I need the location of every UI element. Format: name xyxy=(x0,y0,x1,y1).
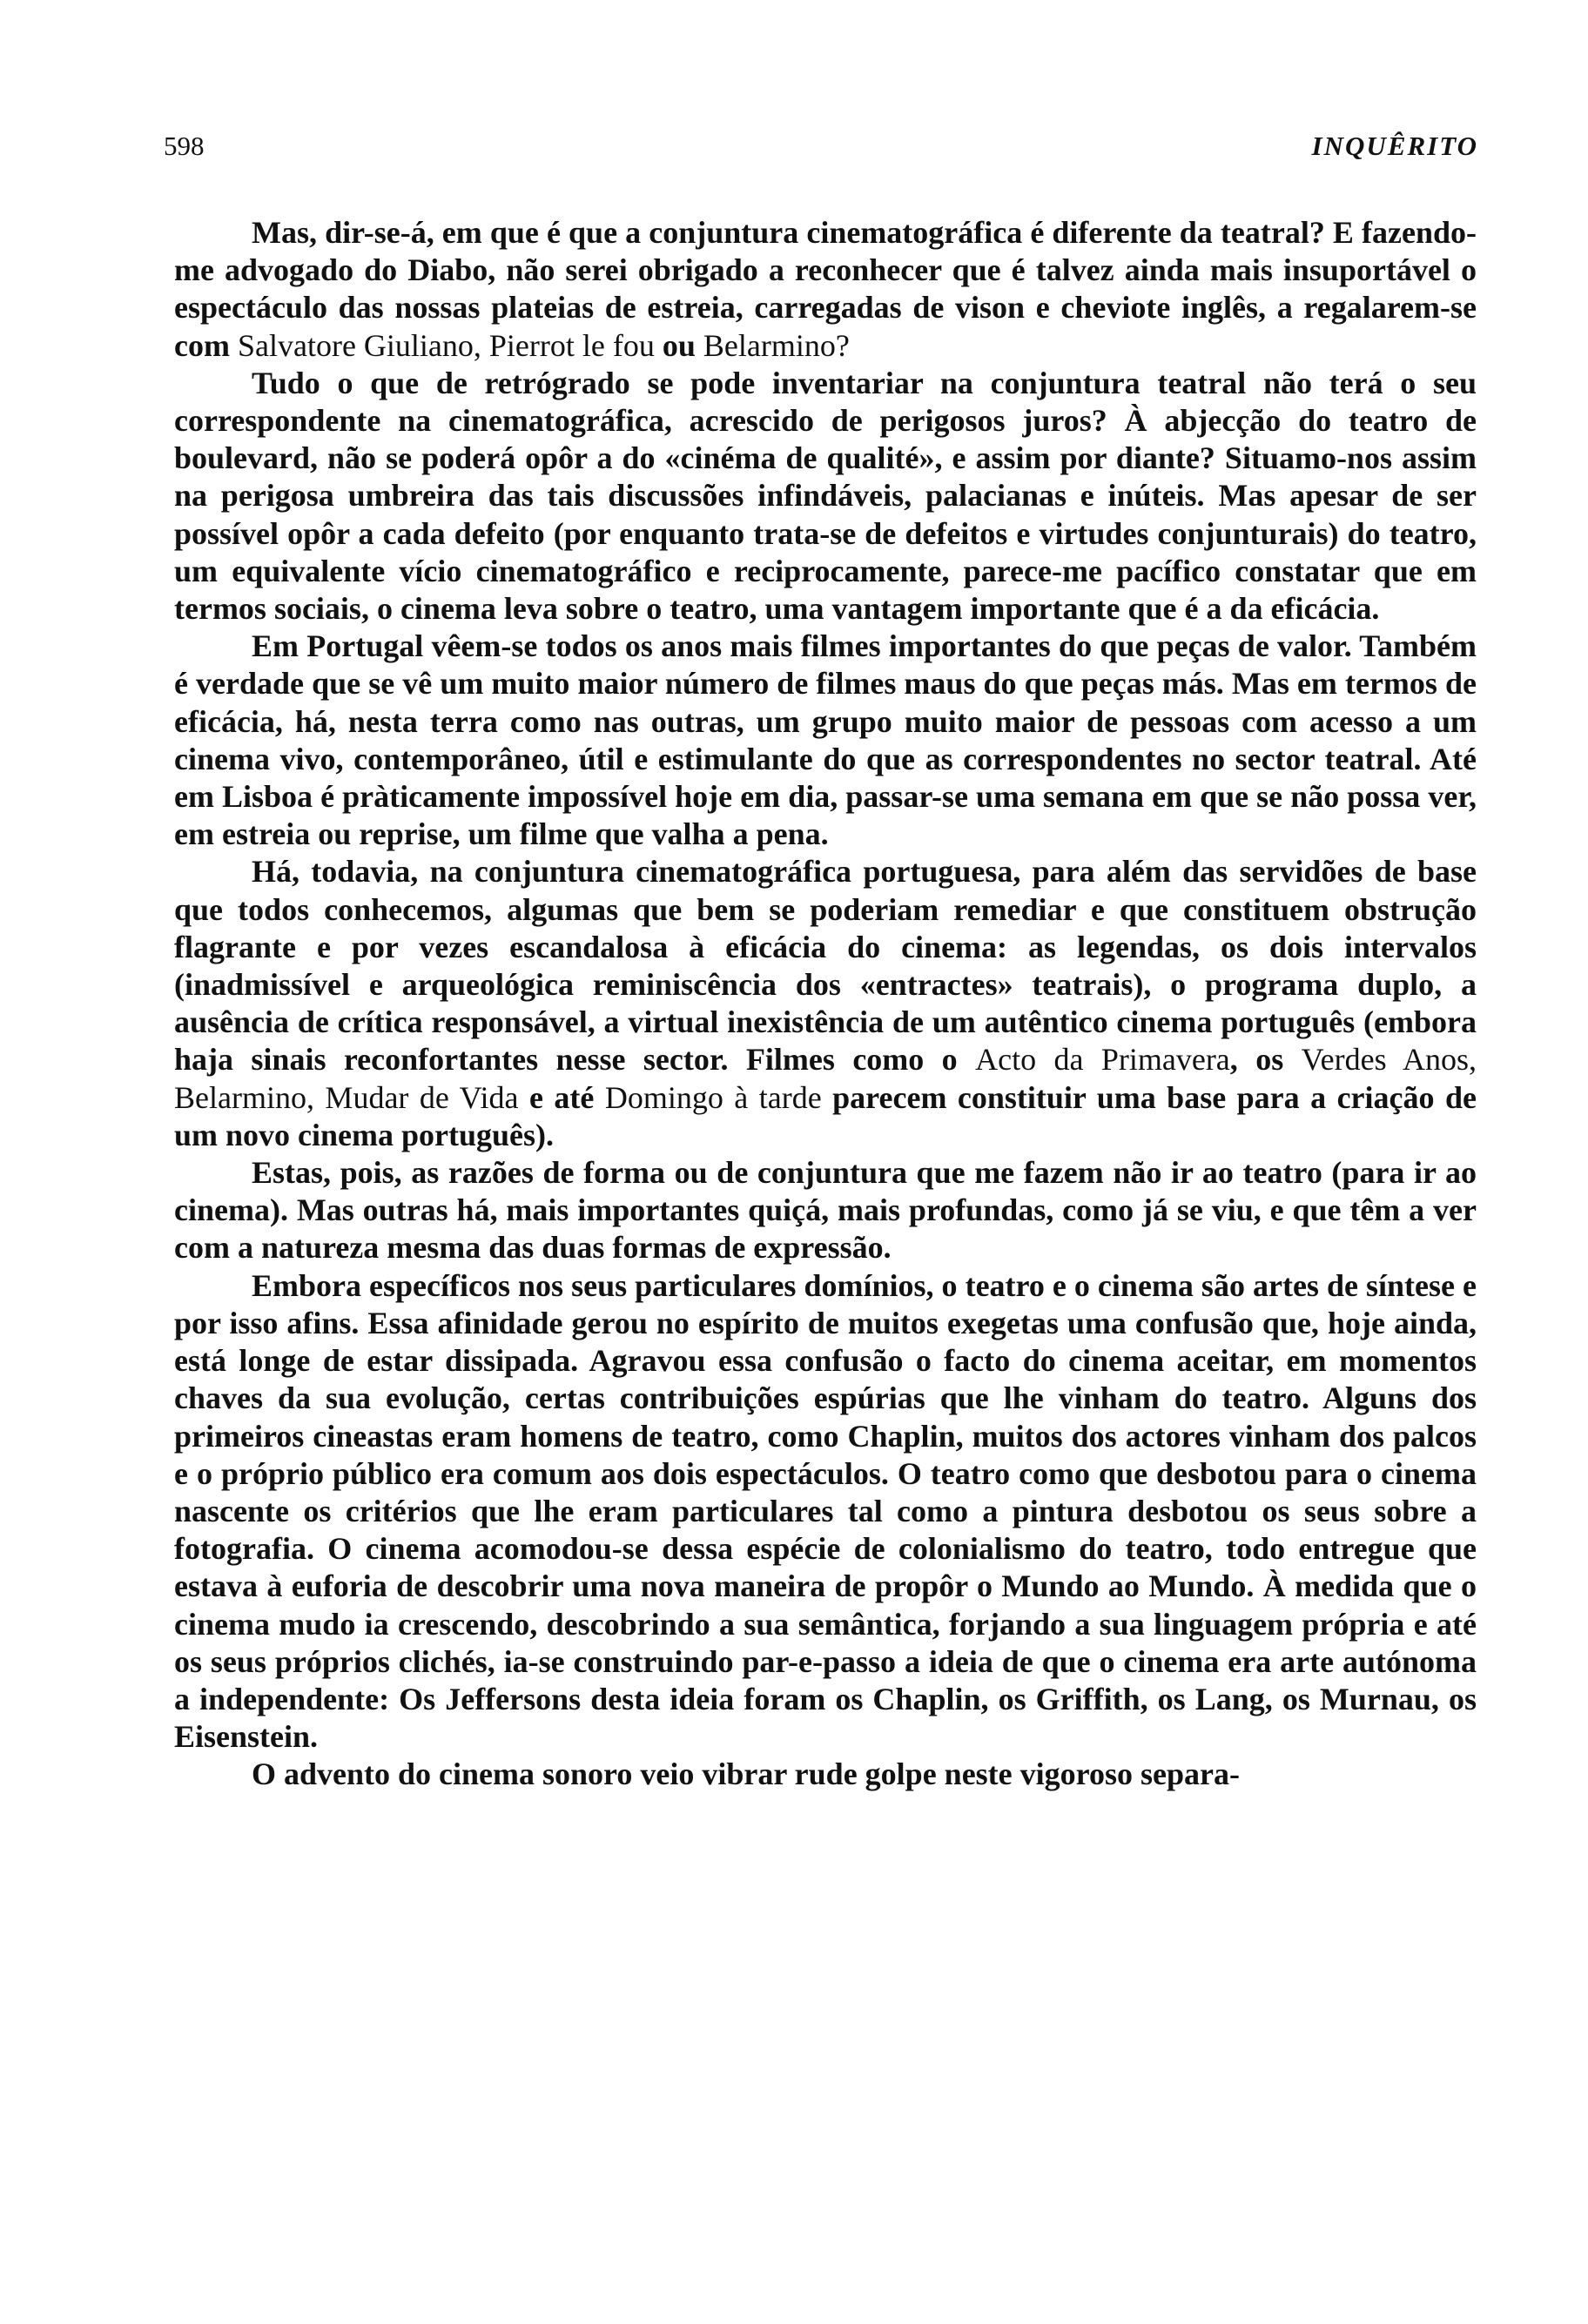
text-run: Há, todavia, na conjuntura cinematográfica portuguesa, para além das servidões de base que todos conhecemos, algumas que bem se poderiam remediar e que constituem obstrução flagrante e por vezes escandalosa à eficácia do cinema: as legendas, os dois intervalos (inadmissível e arqueológica reminiscência dos «entractes» teatrais), o programa duplo, a ausência de crítica responsável, a virtual inexistência de um autêntico cinema português (embora haja sinais reconfortantes nesse sector. Filmes como o xyxy=(174,854,1477,1078)
paragraph xyxy=(174,1267,1477,1756)
title-run: Domingo à tarde xyxy=(604,1079,822,1115)
page-header xyxy=(164,131,1478,165)
paragraph xyxy=(174,628,1477,853)
text-run: Mas, dir-se-á, em que é que a conjuntura cinematográfica é diferente da teatral? E fazendo-me advogado do Diabo, não serei obrigado a reconhecer que é talvez ainda mais insuportável o espectáculo das nossas plateias de estreia, carregadas de vison e cheviote inglês, a regalarem-se com xyxy=(174,215,1477,363)
title-run: Verdes Anos, Belarmino, Mudar de Vida xyxy=(174,1042,1477,1115)
text-run: Embora específicos nos seus particulares domínios, o teatro e o cinema são artes de síntese e por isso afins. Essa afinidade gerou no espírito de muitos exegetas uma confusão que, hoje ainda, está longe de estar dissipada. Agravou essa confusão o facto do cinema aceitar, em momentos chaves da sua evolução, certas contribuições espúrias que lhe vinham do teatro. Alguns dos primeiros cineastas eram homens de teatro, como Chaplin, muitos dos actores vinham dos palcos e o próprio público era comum aos dois espectáculos. O teatro como que desbotou para o cinema nascente os critérios que lhe eram particulares tal como a pintura desbotou os seus sobre a fotografia. O cinema acomodou-se dessa espécie de colonialismo do teatro, todo entregue que estava à euforia de descobrir uma nova maneira de propôr o Mundo ao Mundo. À medida que o cinema mudo ia crescendo, descobrindo a sua semântica, forjando a sua linguagem própria e até os seus próprios clichés, ia-se construindo par-e-passo a ideia de que o cinema era arte autónoma a independente: Os Jeffersons desta ideia foram os Chaplin, os Griffith, os Lang, os Murnau, os Eisenstein. xyxy=(174,1267,1477,1755)
text-run: Estas, pois, as razões de forma ou de conjuntura que me fazem não ir ao teatro (para ir ao cinema). Mas outras há, mais importantes quiçá, mais profundas, como já se viu, e que têm a ver com a natureza mesma das duas formas de expressão. xyxy=(174,1155,1477,1266)
body-text xyxy=(174,214,1477,1794)
text-run: ou xyxy=(654,327,703,363)
page-number: 598 xyxy=(164,131,205,161)
text-run: Em Portugal vêem-se todos os anos mais filmes importantes do que peças de valor. Também é verdade que se vê um muito maior número de filmes maus do que peças más. Mas em termos de eficácia, há, nesta terra como nas outras, um grupo muito maior de pessoas com acesso a um cinema vivo, contemporâneo, útil e estimulante do que as correspondentes no sector teatral. Até em Lisboa é pràticamente impossível hoje em dia, passar-se uma semana em que se não possa ver, em estreia ou reprise, um filme que valha a pena. xyxy=(174,628,1477,852)
text-run: O advento do cinema sonoro veio vibrar rude golpe neste vigoroso separa- xyxy=(252,1756,1240,1792)
paragraph xyxy=(174,853,1477,1154)
paragraph xyxy=(174,1154,1477,1267)
text-run: parecem constituir uma base para a criação de um novo cinema português). xyxy=(174,1079,1477,1152)
paragraph xyxy=(174,365,1477,628)
title-run: Salvatore Giuliano, Pierrot le fou xyxy=(237,327,655,363)
text-run: , os xyxy=(1229,1042,1302,1078)
paragraph xyxy=(174,214,1477,365)
title-run: Belarmino? xyxy=(703,327,850,363)
running-title: INQUÊRITO xyxy=(1311,131,1478,161)
text-run: Tudo o que de retrógrado se pode inventariar na conjuntura teatral não terá o seu correspondente na cinematográfica, acrescido de perigosos juros? À abjecção do teatro de boulevard, não se poderá opôr a do «cinéma de qualité», e assim por diante? Situamo-nos assim na perigosa umbreira das tais discussões infindáveis, palacianas e inúteis. Mas apesar de ser possível opôr a cada defeito (por enquanto trata-se de defeitos e virtudes conjunturais) do teatro, um equivalente vício cinematográfico e reciprocamente, parece-me pacífico constatar que em termos sociais, o cinema leva sobre o teatro, uma vantagem importante que é a da eficácia. xyxy=(174,365,1477,627)
paragraph xyxy=(174,1756,1477,1793)
title-run: Acto da Primavera xyxy=(975,1042,1230,1078)
text-run: e até xyxy=(518,1079,605,1115)
